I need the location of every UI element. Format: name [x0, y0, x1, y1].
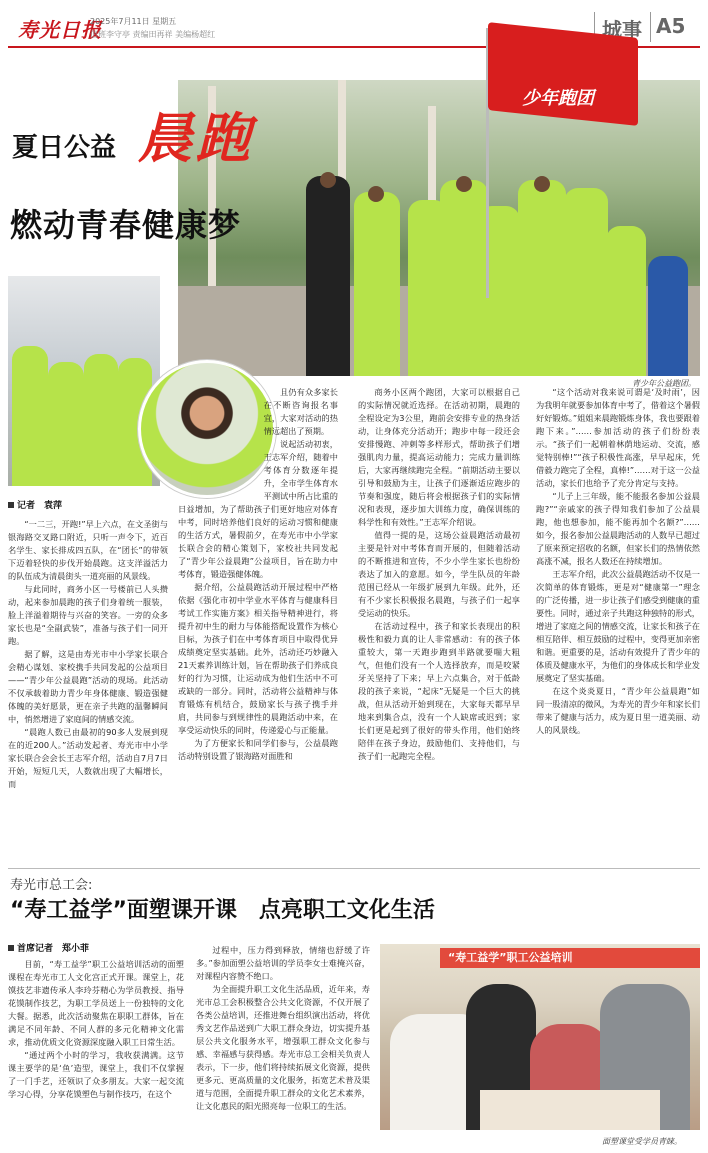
paragraph: “通过两个小时的学习，我收获满满。这节课主要学的是‘鱼’造型，课堂上，我们不仅掌握了一门手艺，还领识了众多朋友。大家一起交流学习心得，分享花馍塑色与制作技巧，在这个 — [8, 1050, 184, 1099]
runner-head — [456, 176, 472, 192]
runner-head — [368, 186, 384, 202]
byline — [8, 941, 89, 954]
newspaper-logo: 寿光日报 — [18, 18, 102, 42]
byline-text: 首席记者 郑小菲 — [17, 944, 90, 954]
paragraph: 说起活动初衷，王志军介绍，随着中考体育分数逐年提升，全市学生体育水平测试中所占比重的日益增加，为了帮助孩子们更好地应对体育中考，同时培养他们良好的运动习惯和健康的生活方式，暑假前夕，在寿光市中小学家长联合会的精心策划下，家校社共同发起了“青少年公益晨跑”公益项目，旨在助力中考体育，锻造强健体魄。 — [178, 439, 338, 579]
headline-part-1: 夏日公益 — [12, 133, 117, 163]
bullet-square — [8, 502, 14, 508]
article-column-3 — [358, 386, 520, 858]
paragraph: 目前，“寿工益学”职工公益培训活动的面塑课程在寿光市工人文化宫正式开课。课堂上，花馍技艺非遗传承人李玲芬精心为学员教授、指导花馍制作技艺，为职工学员送上一份独特的文化大餐。据悉，此次活动聚焦在职职工群体，旨在满足不同年龄、不同人群的多元化精神文化需求，推动优质文化资源深度融入职工日常生活。 — [8, 959, 184, 1047]
class-photo — [380, 944, 700, 1130]
issue-date: 2025年7月11日 星期五 — [90, 17, 177, 26]
paragraph: 商务小区两个跑团，大家可以根据自己的实际情况就近选择。在活动初期，晨跑的全程设定为3公里，跑前会安排专业的热身活动，让身体充分活动开；跑步中每一段还会安排慢跑、冲刺等多样形式，帮助孩子们增强肌肉力量，提高运动能力；完成力量训练后，大家再继续跑完全程。“前期活动主要以引导和鼓励为主，让孩子们逐渐适应跑步的节奏和强度，随后将会根据孩子们的实际情况和表现，逐步加大训练力度，确保训练的科学性和有效性。”王志军介绍说。 — [358, 387, 520, 527]
runner — [564, 188, 608, 376]
paragraph: 王志军介绍，此次公益晨跑活动不仅是一次简单的体育锻炼，更是对“健康第一”理念的广泛传播，进一步让孩子们感受到健康的重要性。同时，通过亲子共跑这种独特的形式，增进了家庭之间的情感交流，让家长和孩子在相互陪伴、相互鼓励的过程中，变得更加亲密和谐。更重要的是，活动有效提升了青少年的体质及健康水平，为他们的身体成长和学业发展奠定了坚实基础。 — [536, 569, 700, 683]
runner — [48, 362, 84, 486]
page-number: A5 — [656, 14, 686, 38]
group-photo — [8, 276, 160, 486]
paragraph: 且仍有众多家长在不断咨询报名事宜，大家对活动的热情远超出了预期。 — [263, 387, 338, 436]
circle-wrap-space — [178, 386, 264, 502]
paragraph: 在活动过程中，孩子和家长表现出的积极性和毅力真的让人非常感动：有的孩子体重较大，第一天跑步跑到半路就要喘大粗气，但他们没有一个人选择放弃，而是咬紧牙关坚持了下来；早上六点集合，对于低龄段的孩子来说，“起床”无疑是一个巨大的挑战，但从活动开始到现在，大家每天都早早地来到集合点，没有一个人缺席或迟到；家长们更是起到了很好的带头作用，他们始终陪伴在孩子身边，鼓励他们、支持他们，与孩子们一起跑完全程。 — [358, 621, 520, 761]
paragraph: 据介绍，公益晨跑活动开展过程中严格依据《强化市初中学业水平体育与健康科目考试工作实施方案》相关指导精神进行，将提升初中生的耐力与体能搭配设置作为核心目标，为孩子们在中考体育项目中取得优异成绩奠定坚实基础。此外，活动还巧妙融入21天素养训练计划，旨在帮助孩子们养成良好的行为习惯，让运动成为他们生活中不可或缺的一部分。同时，活动将公益精神与体育锻炼有机结合，鼓励家长与孩子携手并肩，共同参与到规律性的晨跑活动中来，在享受运动快乐的同时，传递爱心与正能量。 — [178, 582, 338, 735]
editor-credits: 值班李守亭 责编田再祥 美编杨超红 — [90, 30, 216, 39]
runner-head — [320, 172, 336, 188]
table — [480, 1090, 660, 1130]
article-column-2 — [178, 386, 338, 858]
paragraph: “儿子上三年级，能不能报名参加公益晨跑?”“亲戚家的孩子得知我们参加了公益晨跑，他也想参加，能不能再加个名额?”……如今，报名参加公益晨跑活动的人数早已超过了原来预定招收的名额，但家长们的热情依然高涨不减，报名人数还在持续增加。 — [536, 491, 700, 566]
paragraph: 与此同时，商务小区一号楼前已人头攒动，起来参加晨跑的孩子们身着统一服装，脸上洋溢着期待与兴奋的笑容。一旁的众多家长也是“全副武装”，准备与孩子们一同开跑。 — [8, 584, 168, 646]
article2-column-1 — [8, 958, 184, 1148]
runner — [84, 354, 118, 486]
flag-text: 少年跑团 — [522, 88, 594, 109]
article2-kicker: 寿光市总工会: — [10, 878, 93, 893]
article-column-1 — [8, 518, 168, 858]
runner — [354, 192, 400, 376]
runner — [12, 346, 48, 486]
runner — [518, 180, 566, 376]
article2-column-2 — [196, 944, 370, 1148]
paragraph: “这个活动对我来说可谓是‘及时雨’，因为我明年就要参加体育中考了，借着这个暑假好好锻炼。”姐姐来晨跑锻炼身体，我也要跟着跑下来。”……参加活动的孩子们纷纷表示。“孩子们一起朝着林荫地运动、交流，感觉特别棒!”“孩子积极性高涨，早早起床，凭借毅力跑完了全程，真棒!”……对于这一公益活动，家长们也给予了充分肯定与支持。 — [536, 387, 700, 488]
header-divider — [650, 12, 651, 42]
paragraph: 在这个炎炎夏日，“青少年公益晨跑”如同一股清凉的微风，为寿光的青少年和家长们带来了健康与活力，成为夏日里一道美丽、动人的风景线。 — [536, 686, 700, 735]
runner — [478, 206, 520, 376]
hero-caption: 青少年公益跑团。 — [632, 379, 696, 388]
section-divider — [8, 868, 700, 869]
article-column-4 — [536, 386, 700, 858]
section-name: 城事 — [602, 18, 642, 42]
bullet-square — [8, 945, 14, 951]
article2-headline: “寿工益学”面塑课开课 点亮职工文化生活 — [10, 898, 435, 923]
paragraph: “一二三，开跑!”早上六点，在文圣街与银海路交叉路口附近，只听一声令下，近百名学生、家长排成四五队，在“团长”的带领下迈着轻快的步伐开始晨跑。这支洋溢活力的队伍成为清晨街头一道亮丽的风景线。 — [8, 519, 168, 581]
paragraph: 据了解，这是由寿光市中小学家长联合会精心谋划、家校携手共同发起的公益项目——“青少年公益晨跑”活动的现场。此活动不仅承载着助力青少年身体健康、锻造强健体魄的美好愿景，更在亲子共跑的温馨瞬间中，悄然增进了家庭间的情感交流。 — [8, 649, 168, 724]
paragraph: 过程中，压力得到释放，情绪也舒缓了许多。”参加面塑公益培训的学员李女士难掩兴奋，对课程内容赞不绝口。 — [196, 945, 370, 981]
runner-head — [534, 176, 550, 192]
headline-part-2: 燃动青春健康梦 — [10, 206, 242, 244]
paragraph: 为全面提升职工文化生活品质，近年来，寿光市总工会积极整合公共文化资源，不仅开展了各类公益培训，还推进舞台组织演出活动，将优秀文艺作品送到广大职工群众身边，切实提升基层公共文化服务水平，增强职工群众文化参与感、幸福感与获得感。寿光市总工会相关负责人表示，下一步，他们将持续拓展文化资源，提供更多元、更高质量的文化服务，拓宽艺术普及渠道与范围，全面提升职工群众的文化艺术素养，让文化惠民的阳光照亮每一位职工的生活。 — [196, 984, 370, 1111]
runner — [306, 176, 350, 376]
red-flag — [488, 22, 638, 126]
photo2-caption: 面塑课堂受学员青睐。 — [602, 1137, 682, 1146]
runner — [648, 256, 688, 376]
photo-banner: “寿工益学”职工公益培训 — [440, 948, 700, 968]
runner — [606, 226, 646, 376]
byline-text: 记者 袁萍 — [17, 501, 63, 511]
headline-calligraphy: 晨跑 — [138, 106, 254, 170]
paragraph: 为了方便家长和同学们参与，公益晨跑活动特别设置了银海路对面胜和 — [178, 738, 338, 761]
paragraph: “晨跑人数已由最初的90多人发展到现在的近200人。”活动发起者、寿光市中小学家长联合会会长王志军介绍，活动自7月7日开始，短短几天，人数就出现了大幅增长，而 — [8, 727, 168, 789]
paragraph: 值得一提的是，这场公益晨跑活动最初主要是针对中考体育而开展的，但随着活动的不断推进和宣传，不少小学生家长也纷纷表达了加入的意愿。如今，学生队员的年龄范围已经从一年级扩展到九年级。此外，还有不少家长积极报名晨跑，与孩子们一起享受运动的快乐。 — [358, 530, 520, 618]
hero-photo — [178, 80, 700, 376]
byline — [8, 498, 62, 511]
